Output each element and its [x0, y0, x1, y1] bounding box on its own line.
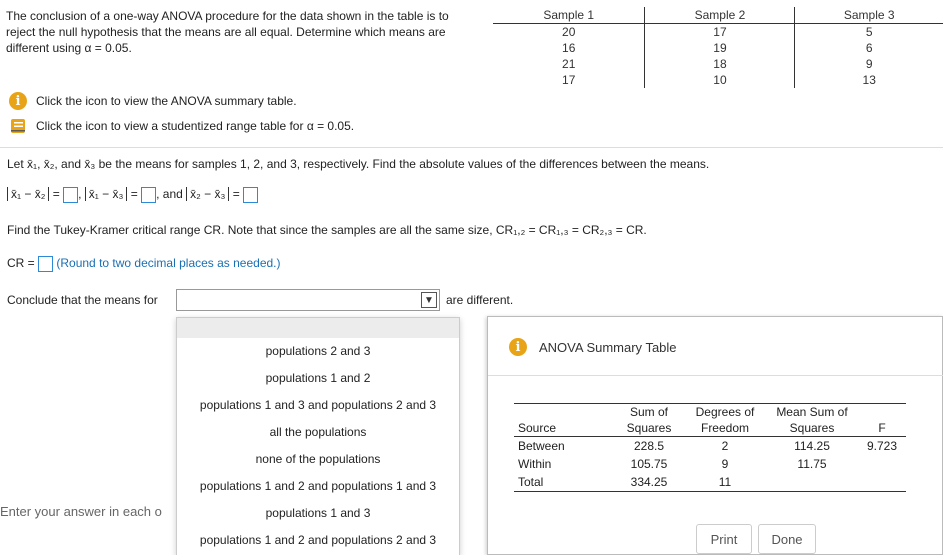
range-link-text: Click the icon to view a studentized range table for α = 0.05. [36, 119, 355, 133]
dropdown-option[interactable]: populations 1 and 3 and populations 2 and 3 [199, 398, 437, 412]
anova-table [514, 403, 906, 492]
table-cell: 9.723 [866, 439, 898, 453]
table-row [514, 437, 906, 456]
header-ms-line2: Squares [766, 420, 858, 437]
cr-rounding-note: (Round to two decimal places as needed.) [56, 256, 281, 271]
table-cell [766, 473, 858, 492]
conclude-label: Conclude that the means for [7, 293, 158, 307]
cr-instruction: Find the Tukey-Kramer critical range CR. Note that since the samples are all the same size, CR₁,₂ = CR₁,₃ = CR₂,₃ = CR. [7, 223, 647, 237]
table-cell: 105.75 [630, 457, 668, 471]
table-cell: 114.25 [794, 439, 830, 453]
range-table-link-row [9, 117, 354, 135]
book-icon[interactable] [9, 117, 27, 135]
table-row [493, 72, 943, 88]
problem-statement: The conclusion of a one-way ANOVA procedure for the data shown in the table is to reject the null hypothesis that the means are all equal. Determine which means are different using α = 0.05. [6, 9, 449, 55]
table-cell: 16 [493, 40, 645, 56]
dropdown-blank-option[interactable] [177, 318, 459, 338]
comma: , [78, 187, 82, 202]
conclude-tail: are different. [446, 293, 514, 307]
info-icon: i [509, 338, 527, 356]
dropdown-option[interactable]: populations 1 and 2 [265, 371, 371, 385]
header-ss-line1: Sum of [614, 404, 684, 421]
diff-1-3-label: x̄₁ − x̄₃ [85, 187, 128, 201]
conclusion-select[interactable] [176, 289, 440, 311]
dropdown-option[interactable]: populations 1 and 2 and populations 2 and 3 [199, 533, 437, 547]
table-cell: 6 [865, 41, 873, 55]
table-cell: 228.5 [633, 439, 665, 453]
comma: , [156, 187, 160, 202]
table-cell [858, 455, 906, 473]
dropdown-option[interactable]: none of the populations [255, 452, 381, 466]
dropdown-option[interactable]: populations 1 and 2 and populations 1 and 3 [199, 479, 437, 493]
table-cell: 5 [865, 25, 873, 39]
header-sample-2: Sample 2 [645, 7, 795, 24]
divider [488, 375, 943, 376]
means-instruction: Let x̄₁, x̄₂, and x̄₃ be the means for samples 1, 2, and 3, respectively. Find the absolute values of the differences between the means. [7, 157, 710, 171]
table-cell: 11 [684, 473, 766, 492]
table-row [514, 473, 906, 492]
equals-sign: = [130, 187, 138, 202]
diff-1-2-label: x̄₁ − x̄₂ [7, 187, 49, 201]
table-cell: Total [514, 473, 614, 492]
table-cell: 19 [645, 40, 795, 56]
conclusion-dropdown-menu [176, 317, 460, 555]
header-source: Source [514, 420, 614, 437]
header-f: F [858, 420, 906, 437]
differences-row [7, 187, 258, 203]
table-row [493, 56, 943, 72]
dropdown-option[interactable]: populations 2 and 3 [265, 344, 371, 358]
header-sample-1: Sample 1 [493, 7, 645, 24]
sample-data-table [493, 7, 943, 88]
footer-instruction: Enter your answer in each o [0, 504, 162, 519]
table-row [493, 24, 943, 41]
table-cell: 17 [645, 24, 795, 41]
header-sample-3: Sample 3 [795, 7, 943, 24]
table-cell: 21 [493, 56, 645, 72]
diff-1-2-input[interactable] [63, 187, 78, 203]
table-cell: 10 [645, 72, 795, 88]
table-row [514, 455, 906, 473]
dropdown-option[interactable]: populations 1 and 3 [265, 506, 371, 520]
header-blank [514, 404, 614, 421]
anova-summary-popup [487, 316, 943, 555]
table-cell: 334.25 [614, 473, 684, 492]
table-cell: 17 [493, 72, 645, 88]
table-cell: 18 [645, 56, 795, 72]
info-icon[interactable]: i [9, 92, 27, 110]
diff-2-3-label: x̄₂ − x̄₃ [186, 187, 229, 201]
popup-title [509, 338, 677, 356]
and-label: and [162, 187, 183, 202]
done-button[interactable]: Done [758, 524, 816, 554]
diff-1-3-input[interactable] [141, 187, 156, 203]
diff-2-3-input[interactable] [243, 187, 258, 203]
chevron-down-icon[interactable]: ▼ [421, 292, 437, 308]
table-cell: 11.75 [797, 457, 827, 471]
cr-input[interactable] [38, 256, 53, 272]
anova-link-text: Click the icon to view the ANOVA summary table. [36, 94, 297, 108]
table-cell: Within [518, 457, 552, 471]
anova-link-row [9, 92, 297, 110]
print-button[interactable]: Print [696, 524, 752, 554]
header-ms-line1: Mean Sum of [766, 404, 858, 421]
header-blank [858, 404, 906, 421]
dropdown-option[interactable]: all the populations [269, 425, 367, 439]
table-cell: 20 [493, 24, 645, 41]
header-df-line1: Degrees of [684, 404, 766, 421]
header-ss-line2: Squares [614, 420, 684, 437]
table-cell: Between [518, 439, 565, 453]
header-df-line2: Freedom [684, 420, 766, 437]
table-cell: 13 [862, 73, 876, 87]
cr-row [7, 256, 281, 272]
table-cell: 9 [865, 57, 873, 71]
table-row [493, 40, 943, 56]
equals-sign: = [232, 187, 240, 202]
table-cell: 9 [721, 457, 729, 471]
popup-title-text: ANOVA Summary Table [539, 339, 677, 355]
divider [0, 147, 943, 148]
table-cell [858, 473, 906, 492]
cr-label: CR = [7, 256, 35, 271]
table-cell: 2 [721, 439, 729, 453]
equals-sign: = [52, 187, 60, 202]
